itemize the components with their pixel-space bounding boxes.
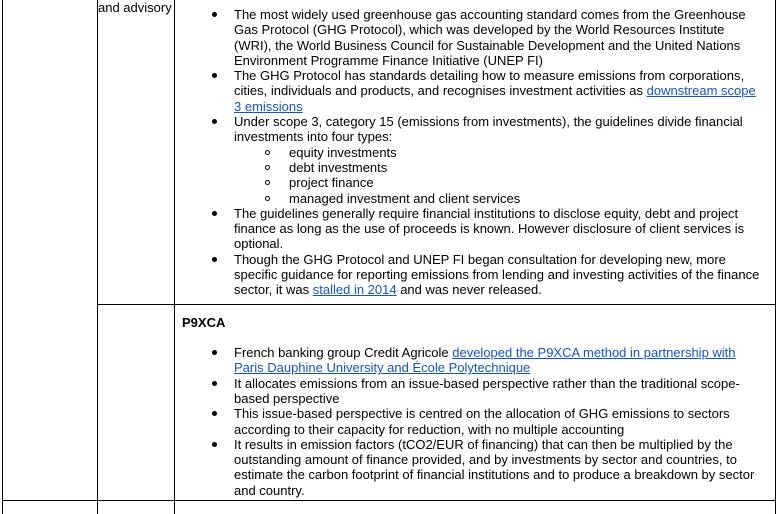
text-segment: The guidelines generally require financial institutions to disclose equity, debt and project finance as long as the use of proceeds is known. However disclosure of client services is optional.	[234, 205, 745, 252]
text-segment: managed investment and client services	[289, 190, 521, 206]
text-segment: and was never released.	[396, 282, 542, 298]
text-segment: French banking group Credit Agricole	[234, 345, 453, 361]
bullet-icon	[212, 381, 217, 386]
inline-link[interactable]: developed the P9XCA method in partnership with Paris Dauphine University and École Polytechnique	[234, 345, 736, 376]
inline-link[interactable]: downstream scope 3 emissions	[234, 83, 756, 114]
text-segment: It allocates emissions from an issue-based perspective rather than the traditional scope-based perspective	[234, 375, 740, 406]
sub-list-item	[175, 175, 775, 190]
bullet-icon	[212, 411, 217, 416]
text-segment: The most widely used greenhouse gas accounting standard comes from the Greenhouse Gas Protocol (GHG Protocol), which was developed by the World Resources Institute (WRI), the World Business Council for Sustainable Development and the United Nations Environment Programme Finance Initiative (UNEP FI)	[234, 7, 746, 68]
hollow-bullet-icon	[265, 180, 270, 185]
text-segment: project finance	[289, 175, 374, 191]
table-cell-left-merged	[3, 0, 98, 500]
inline-link[interactable]: stalled in 2014	[312, 282, 397, 298]
next-row-cell-left	[3, 500, 98, 514]
text-segment: equity investments	[289, 144, 397, 160]
list-item	[175, 68, 775, 114]
category-label: and advisory	[98, 0, 172, 15]
bullet-icon	[212, 257, 217, 262]
bullet-icon	[212, 350, 217, 355]
table-cell-ghg-content	[175, 0, 776, 304]
hollow-bullet-icon	[265, 150, 270, 155]
table-cell-category-empty	[98, 304, 175, 500]
hollow-bullet-icon	[265, 165, 270, 170]
p9xca-bullet-list	[175, 345, 775, 498]
list-item	[175, 345, 775, 376]
ghg-bullet-list	[175, 7, 775, 298]
list-item	[175, 114, 775, 145]
list-item	[175, 437, 775, 498]
bullet-icon	[212, 211, 217, 216]
next-row-cell-content	[175, 500, 776, 514]
list-item	[175, 376, 775, 407]
list-item	[175, 206, 775, 252]
table-cell-p9xca-content	[175, 304, 776, 500]
next-row-cell-category	[98, 500, 175, 514]
sub-list-item	[175, 160, 775, 175]
text-segment: It results in emission factors (tCO2/EUR of financing) that can then be multiplied by the outstanding amount of finance provided, and by investments by sector and countries, to estimate the carbon footprint of financial institutions and to produce a breakdown by sector and country.	[234, 436, 755, 498]
bullet-icon	[212, 119, 217, 124]
text-segment: Under scope 3, category 15 (emissions from investments), the guidelines divide financial investments into four types:	[234, 114, 743, 145]
sub-list-item	[175, 145, 775, 160]
list-item	[175, 406, 775, 437]
document-table	[2, 0, 776, 514]
table-cell-category	[98, 0, 175, 304]
text-segment: The GHG Protocol has standards detailing how to measure emissions from corporations, cities, individuals and products, and recognises investment activities as	[234, 68, 745, 99]
bullet-icon	[212, 442, 217, 447]
text-segment: Though the GHG Protocol and UNEP FI began consultation for developing new, more specific guidance for reporting emissions from lending and investing activities of the finance sector, it was	[234, 251, 760, 298]
text-segment: This issue-based perspective is centred on the allocation of GHG emissions to sectors according to their capacity for reduction, with no multiple accounting	[234, 406, 730, 437]
hollow-bullet-icon	[265, 196, 270, 201]
list-item	[175, 7, 775, 68]
bullet-icon	[212, 73, 217, 78]
bullet-icon	[212, 12, 217, 17]
section-heading: P9XCA	[182, 314, 226, 330]
sub-list-item	[175, 191, 775, 206]
text-segment: debt investments	[289, 159, 388, 175]
list-item	[175, 252, 775, 298]
